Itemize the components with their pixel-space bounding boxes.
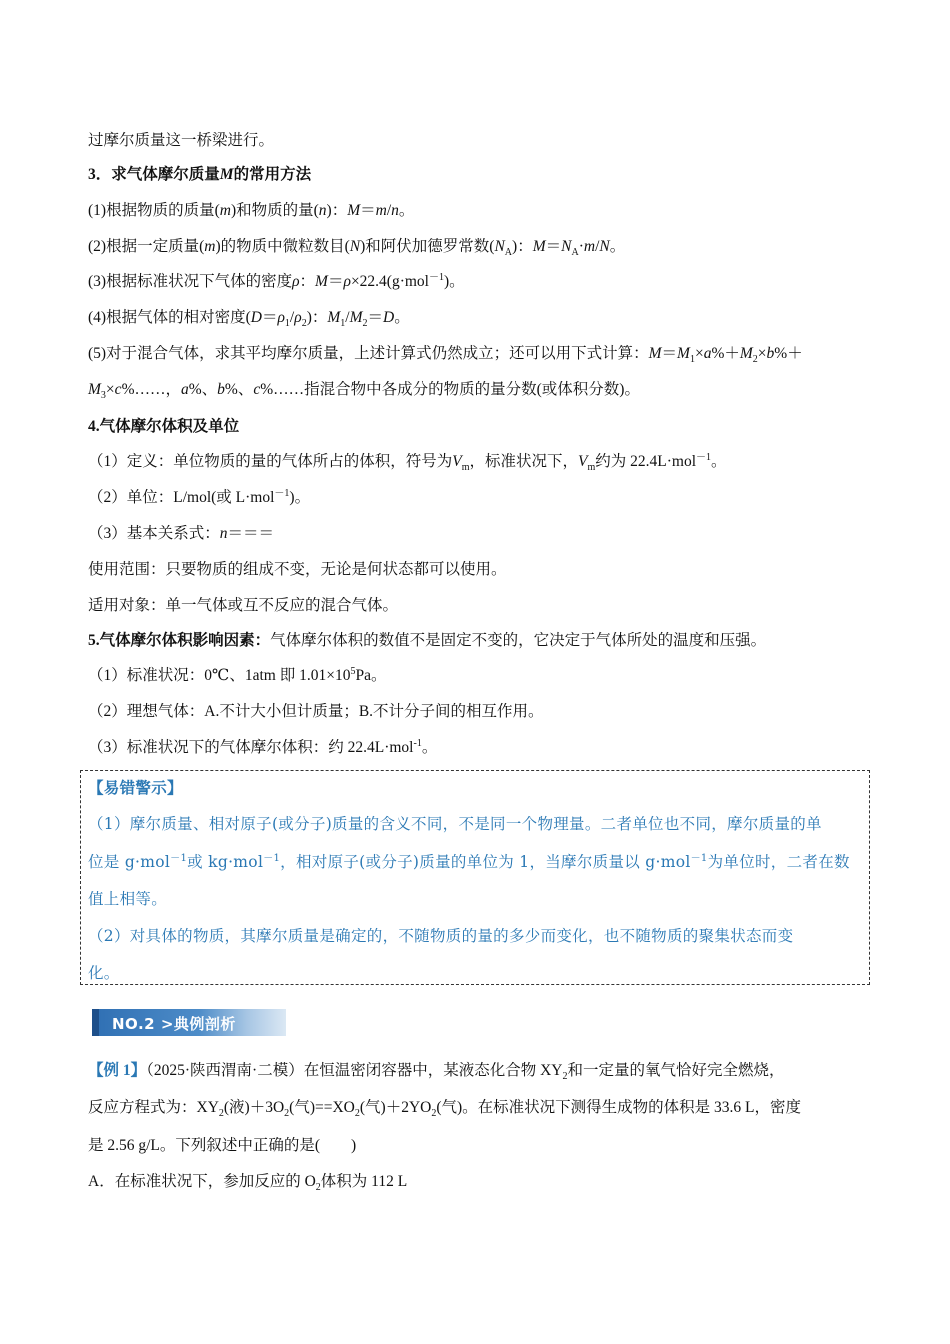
example-line: 反应方程式为：$XY_2$(液)$+3O_2$(气)$==XO_2$(气)$+2YO_2$(气)。在标准状况下测得生成物的体积是 33.6 L，密度: [88, 1099, 802, 1120]
usage-scope: 使用范围：只要物质的组成不变，无论是何状态都可以使用。: [88, 561, 507, 578]
banner-marker: [92, 1009, 99, 1036]
example-tag: 【例 1】: [88, 1062, 147, 1079]
warning-line: 值上相等。: [88, 890, 168, 908]
method-4: (4)根据气体的相对密度$(D=\rho_1/\rho_2)$：$M_1/M_2=D$。: [88, 309, 410, 330]
section-heading-3: 3．求气体摩尔质量M的常用方法: [88, 166, 312, 183]
warning-title: 【易错警示】: [88, 779, 183, 797]
volume-relation: （3）基本关系式：n＝＝＝: [88, 525, 275, 542]
warning-box: [80, 770, 870, 985]
section-heading-4: 4.气体摩尔体积及单位: [88, 418, 240, 435]
example-line: 是 2.56 g/L。下列叙述中正确的是( ): [88, 1137, 357, 1154]
method-2: (2)根据一定质量(m)的物质中微粒数目(N)和阿伏加德罗常数$(N_A)$：$M=N_A\cdot m/N$。: [88, 238, 626, 259]
factor-1: （1）标准状况：0℃、1atm 即 $1.01\times 10^5Pa$。: [88, 665, 387, 684]
factor-3: （3）标准状况下的气体摩尔体积：约 22.4L·mol$^{-1}$。: [88, 737, 438, 756]
banner-label: NO.2 >典例剖析: [112, 1015, 236, 1033]
method-5: (5)对于混合气体，求其平均摩尔质量，上述计算式仍然成立；还可以用下式计算：$M=M_1\times a\%+M_2\times b\%+$: [88, 345, 803, 366]
volume-definition: （1）定义：单位物质的量的气体所占的体积，符号为$V_m$，标准状况下，$V_m$约为 22.4L·mol$^{-1}$。: [88, 451, 727, 474]
section-banner: [92, 1009, 286, 1036]
factor-2: （2）理想气体：A.不计大小但计质量；B.不计分子间的相互作用。: [88, 703, 544, 720]
method-5-cont: $M_3\times c\%\dots\dots$，a%、b%、c%……指混合物中各成分的物质的量分数(或体积分数)。: [88, 381, 640, 402]
example-line: 【例 1】（2025·陕西渭南·二模）在恒温密闭容器中，某液态化合物 $XY_2$和一定量的氧气恰好完全燃烧，: [88, 1062, 785, 1083]
text-line: 过摩尔质量这一桥梁进行。: [88, 132, 275, 149]
applicable-target: 适用对象：单一气体或互不反应的混合气体。: [88, 597, 399, 614]
section-heading-5: 5.气体摩尔体积影响因素：气体摩尔体积的数值不是固定不变的，它决定于气体所处的温度和压强。: [88, 632, 767, 649]
warning-line: 化。: [88, 964, 120, 982]
method-3: (3)根据标准状况下气体的密度ρ：M＝ρ×22.4(g·mol$^{-1}$)。: [88, 271, 465, 290]
warning-line: （1）摩尔质量、相对原子(或分子)质量的含义不同，不是同一个物理量。二者单位也不同，摩尔质量的单: [88, 815, 822, 833]
warning-line: 位是 g·mol$^{-1}$或 kg·mol$^{-1}$，相对原子(或分子)质量的单位为 1，当摩尔质量以 g·mol$^{-1}$为单位时，二者在数: [88, 852, 850, 871]
method-1: (1)根据物质的质量(m)和物质的量(n)：M＝m/n。: [88, 202, 415, 219]
warning-line: （2）对具体的物质，其摩尔质量是确定的，不随物质的量的多少而变化，也不随物质的聚集状态而变: [88, 927, 794, 945]
volume-unit: （2）单位：L/mol(或 L·mol$^{-1}$)。: [88, 487, 311, 506]
option-a: A．在标准状况下，参加反应的 $O_2$体积为 112 L: [88, 1173, 408, 1194]
